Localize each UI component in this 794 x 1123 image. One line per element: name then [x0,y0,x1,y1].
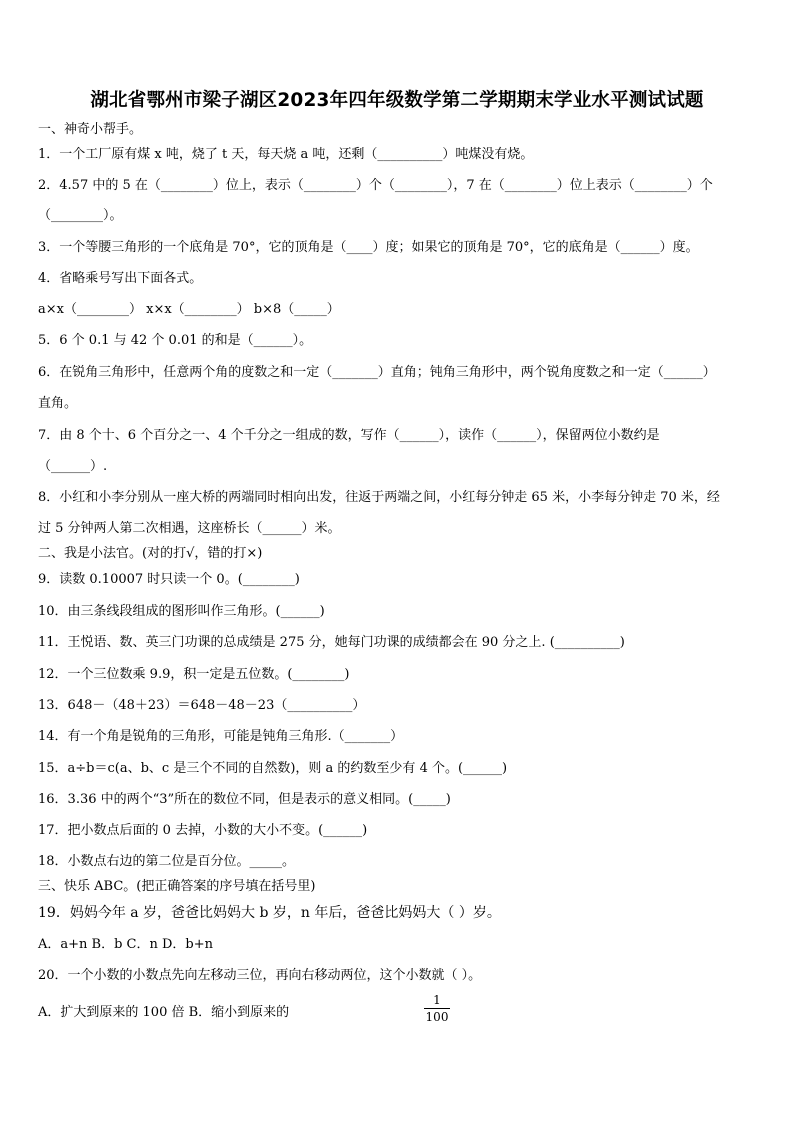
question-11: 11．王悦语、数、英三门功课的总成绩是 275 分，她每门功课的成绩都会在 90 分之上. (__________) [38,635,625,650]
question-20: 20．一个小数的小数点先向左移动三位，再向右移动两位，这个小数就（ ）。 [38,968,482,983]
section-heading-3: 三、快乐 ABC。(把正确答案的序号填在括号里) [38,879,316,894]
question-2-cont: （________）。 [38,208,123,223]
question-12: 12．一个三位数乘 9.9，积一定是五位数。(________) [38,667,350,682]
question-14: 14．有一个角是锐角的三角形，可能是钝角三角形.（_______） [38,729,404,744]
question-18: 18．小数点右边的第二位是百分位。_____。 [38,854,296,869]
question-17: 17．把小数点后面的 0 去掉，小数的大小不变。(______) [38,823,368,838]
section-heading-1: 一、神奇小帮手。 [38,122,143,137]
question-5: 5．6 个 0.1 与 42 个 0.01 的和是（______）。 [38,333,313,348]
question-16: 16．3.36 中的两个“3”所在的数位不同，但是表示的意义相同。(_____) [38,792,451,807]
question-4: 4．省略乘号写出下面各式。 [38,271,203,286]
question-9: 9．读数 0.10007 时只读一个 0。(________) [38,572,300,587]
question-2: 2．4.57 中的 5 在（________）位上，表示（________）个（________），7 在（________）位上表示（________）个 [38,178,713,193]
question-4-items: a×x（________） x×x（________） b×8（_____） [38,302,340,317]
section-heading-2: 二、我是小法官。(对的打√，错的打×) [38,546,263,561]
question-13: 13．648－（48＋23）＝648－48－23（__________） [38,698,366,713]
question-19: 19．妈妈今年 a 岁，爸爸比妈妈大 b 岁，n 年后，爸爸比妈妈大（ ）岁。 [38,905,501,921]
question-6: 6．在锐角三角形中，任意两个角的度数之和一定（_______）直角；钝角三角形中，两个锐角度数之和一定（______） [38,365,716,380]
question-20-options: A．扩大到原来的 100 倍 B．缩小到原来的 [38,1005,290,1020]
fraction-bar [424,1008,450,1009]
question-6-cont: 直角。 [38,396,78,411]
question-10: 10．由三条线段组成的图形叫作三角形。(______) [38,604,325,619]
fraction-denominator: 100 [425,1010,449,1024]
question-8-cont: 过 5 分钟两人第二次相遇，这座桥长（______）米。 [38,521,341,536]
fraction-one-hundredth [424,993,450,1024]
question-7-cont: （______）. [38,459,108,474]
question-8: 8．小红和小李分别从一座大桥的两端同时相向出发，往返于两端之间，小红每分钟走 65 米，小李每分钟走 70 米，经 [38,490,720,505]
question-15: 15．a÷b＝c(a、b、c 是三个不同的自然数)，则 a 的约数至少有 4 个。(______) [38,761,508,776]
page-title: 湖北省鄂州市梁子湖区2023年四年级数学第二学期期末学业水平测试试题 [90,90,704,111]
question-3: 3．一个等腰三角形的一个底角是 70°，它的顶角是（____）度；如果它的顶角是 70°，它的底角是（______）度。 [38,240,699,255]
question-7: 7．由 8 个十、6 个百分之一、4 个千分之一组成的数，写作（______），读作（______），保留两位小数约是 [38,428,660,443]
question-19-options: A．a+n B．b C．n D．b+n [38,937,214,952]
question-1: 1．一个工厂原有煤 x 吨，烧了 t 天，每天烧 a 吨，还剩（__________）吨煤没有烧。 [38,147,534,162]
fraction-numerator: 1 [433,993,441,1007]
